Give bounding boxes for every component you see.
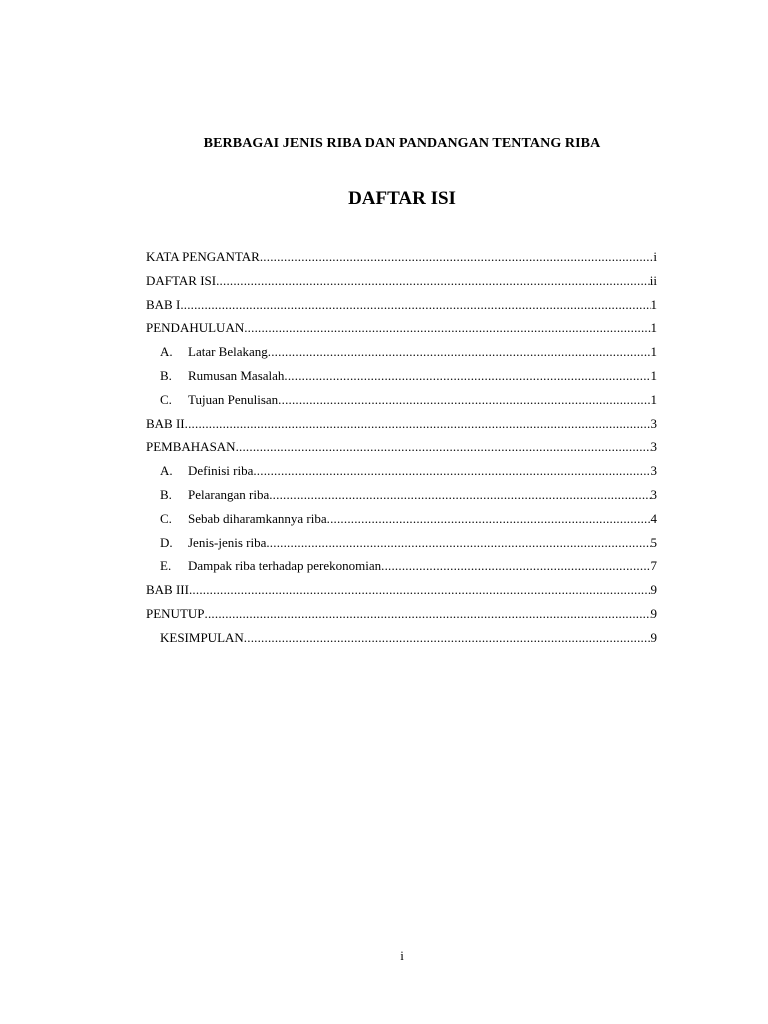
toc-entry-title: BAB II bbox=[146, 415, 185, 431]
toc-entry[interactable] bbox=[146, 416, 657, 440]
toc-entry-title: Dampak riba terhadap perekonomian bbox=[188, 558, 382, 574]
toc-entry-page: 1 bbox=[650, 344, 657, 360]
toc-entry-title: Jenis-jenis riba bbox=[188, 534, 267, 550]
toc-entry-marker: A. bbox=[160, 344, 173, 360]
toc-entry-page: 1 bbox=[650, 391, 657, 407]
toc-entry-title: KESIMPULAN bbox=[160, 629, 244, 645]
toc-dot-leader bbox=[205, 606, 651, 622]
toc-entry[interactable] bbox=[146, 535, 657, 559]
toc-entry-page: 1 bbox=[650, 367, 657, 383]
toc-dot-leader bbox=[327, 511, 651, 527]
toc-dot-leader bbox=[244, 320, 650, 336]
toc-entry[interactable] bbox=[146, 582, 657, 606]
page-number: i bbox=[400, 948, 404, 963]
toc-entry-title: Sebab diharamkannya riba bbox=[188, 510, 327, 526]
toc-dot-leader bbox=[260, 249, 654, 265]
toc-entry-marker: C. bbox=[160, 510, 172, 526]
toc-dot-leader bbox=[266, 535, 650, 551]
toc-entry-marker: A. bbox=[160, 463, 173, 479]
toc-dot-leader bbox=[189, 582, 651, 598]
toc-entry[interactable] bbox=[146, 249, 657, 273]
toc-entry-title: PEMBAHASAN bbox=[146, 439, 236, 455]
toc-dot-leader bbox=[236, 439, 651, 455]
toc-entry-title: Tujuan Penulisan bbox=[188, 391, 279, 407]
toc-entry-title: PENDAHULUAN bbox=[146, 320, 245, 336]
toc-entry-page: 7 bbox=[650, 558, 657, 574]
toc-entry[interactable] bbox=[146, 344, 657, 368]
toc-entry-page: 5 bbox=[650, 534, 657, 550]
toc-entry-title: BAB I bbox=[146, 296, 181, 312]
toc-entry-page: 3 bbox=[650, 463, 657, 479]
toc-entry-marker: B. bbox=[160, 367, 172, 383]
toc-dot-leader bbox=[185, 416, 651, 432]
toc-entry[interactable] bbox=[146, 630, 657, 654]
toc-entry-title: BAB III bbox=[146, 582, 189, 598]
toc-entry[interactable] bbox=[146, 463, 657, 487]
toc-dot-leader bbox=[268, 344, 651, 360]
toc-dot-leader bbox=[180, 297, 650, 313]
toc-entry[interactable] bbox=[146, 368, 657, 392]
toc-entry[interactable] bbox=[146, 511, 657, 535]
toc-entry-page: i bbox=[653, 249, 657, 264]
toc-entry-marker: B. bbox=[160, 486, 172, 502]
toc-entry-title: Definisi riba bbox=[188, 463, 254, 479]
toc-dot-leader bbox=[216, 273, 650, 289]
toc-dot-leader bbox=[269, 487, 650, 503]
toc-entry[interactable] bbox=[146, 392, 657, 416]
toc-entry[interactable] bbox=[146, 273, 657, 297]
toc-dot-leader bbox=[284, 368, 650, 384]
toc-entry-marker: D. bbox=[160, 534, 173, 550]
toc-entry-page: 4 bbox=[650, 510, 657, 526]
document-title: BERBAGAI JENIS RIBA DAN PANDANGAN TENTANG RIBA bbox=[203, 136, 601, 151]
toc-entry-title: Pelarangan riba bbox=[188, 486, 270, 502]
toc-entry[interactable] bbox=[146, 439, 657, 463]
toc-entry-page: 1 bbox=[650, 296, 657, 312]
toc-entry[interactable] bbox=[146, 297, 657, 321]
toc-entry-title: PENUTUP bbox=[146, 605, 205, 621]
toc-entry-title: KATA PENGANTAR bbox=[146, 249, 260, 264]
toc-heading: DAFTAR ISI bbox=[348, 188, 456, 209]
toc-entry-page: ii bbox=[649, 272, 657, 288]
toc-entry-title: Rumusan Masalah bbox=[188, 367, 285, 383]
toc-entry-title: Latar Belakang bbox=[188, 344, 268, 360]
toc-entry[interactable] bbox=[146, 320, 657, 344]
toc-dot-leader bbox=[381, 558, 650, 574]
table-of-contents bbox=[146, 249, 657, 654]
toc-entry-page: 3 bbox=[650, 439, 657, 455]
toc-entry[interactable] bbox=[146, 558, 657, 582]
toc-entry-page: 9 bbox=[650, 629, 657, 645]
toc-entry-marker: E. bbox=[160, 558, 172, 574]
toc-entry-page: 3 bbox=[650, 486, 657, 502]
toc-entry[interactable] bbox=[146, 606, 657, 630]
toc-entry-marker: C. bbox=[160, 391, 172, 407]
toc-dot-leader bbox=[253, 463, 650, 479]
toc-entry-page: 9 bbox=[650, 605, 657, 621]
toc-entry-page: 3 bbox=[650, 415, 657, 431]
toc-entry-page: 1 bbox=[650, 320, 657, 336]
toc-dot-leader bbox=[278, 392, 650, 408]
toc-entry-page: 9 bbox=[650, 582, 657, 598]
toc-entry-title: DAFTAR ISI bbox=[146, 272, 217, 288]
toc-dot-leader bbox=[244, 630, 651, 646]
toc-entry[interactable] bbox=[146, 487, 657, 511]
